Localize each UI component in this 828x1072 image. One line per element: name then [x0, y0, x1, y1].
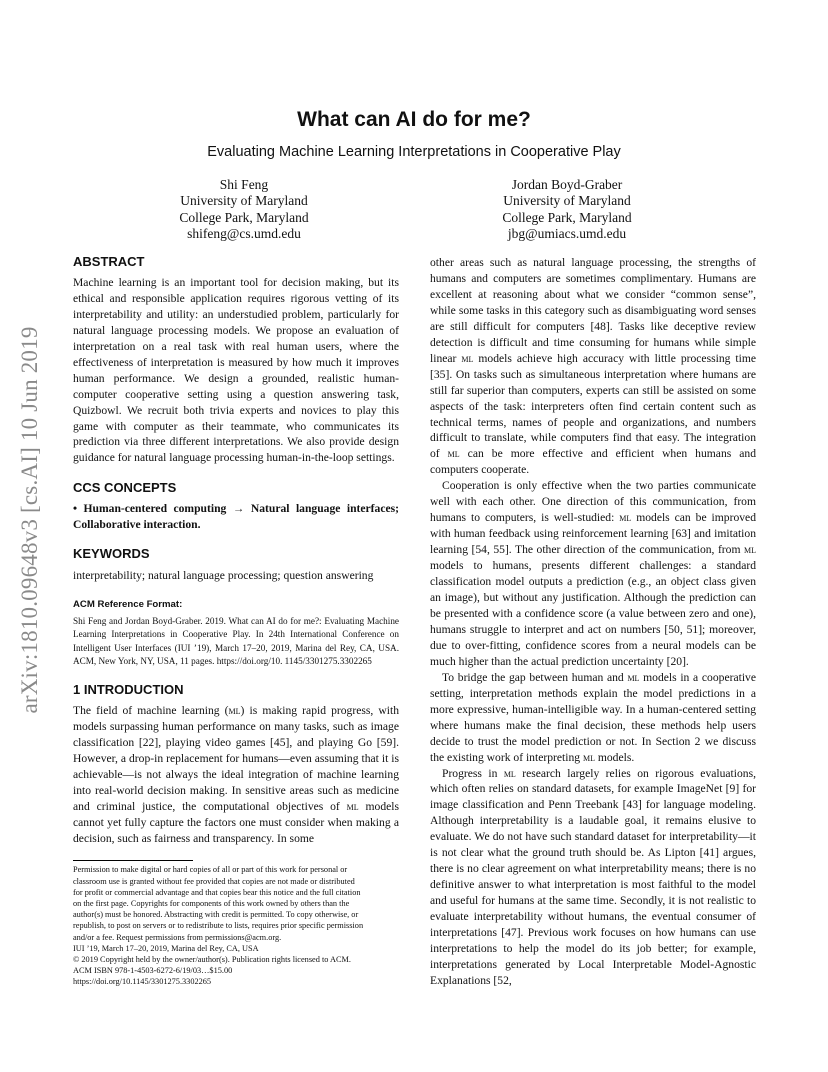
arxiv-stamp-text: arXiv:1810.09648v3 [cs.AI] 10 Jun 2019 — [17, 326, 42, 714]
body-paragraph: Progress in ml research largely relies on rigorous evaluations, which often relies on standard datasets, for example ImageNet [9] for image classification and Penn Treebank [43] for language modeling. Although interpretability is a laudable goal, it remains elusive to evaluate. We do not have such standard dataset for interpretability—it is not clear what the ground truth should be. As Lipton [41] argues, there is no clear agreement on what interpretability means; there is no definitive answer to what interpretation is most faithful to the model and useful for humans at the same time. Secondly, it is not realistic to evaluate interpretability without humans, the eventual consumer of interpretations [47]. Previous work focuses on how humans can use interpretations to help the model do its job better; for example, interpretations generated by Local Interpretable Model-Agnostic Explanations [52, — [430, 766, 757, 987]
body-paragraph: To bridge the gap between human and ml models in a cooperative setting, interpretation methods explain the model predictions in a more expressive, human-intelligible way. In a human-centered setting where humans make the final decision, these methods help users decide to trust the model prediction or not. In Section 2 we discuss the existing work of interpreting ml models. — [430, 670, 756, 764]
left-column — [73, 254, 399, 988]
ml-abbrev: ml — [503, 766, 516, 780]
footnote-divider — [73, 860, 193, 861]
acm-reference-text: Shi Feng and Jordan Boyd-Graber. 2019. What can AI do for me?: Evaluating Machine Learning Interpretations in Cooperative Play. In 24th International Conference on Intelligent User Interfaces (IUI ’19), March 17–20, 2019, Marina del Rey, CA, USA. ACM, New York, NY, USA, 11 pages. https://doi.org/10. 1145/3301275.3302265 — [73, 616, 399, 666]
ml-abbrev: ml — [346, 799, 359, 813]
author-block-1 — [124, 177, 364, 243]
body-paragraph: Cooperation is only effective when the two parties communicate well with each other. One direction of this communication, from humans to computers, is well-studied: ml models can be improved with human feedback using reinforcement learning [63] and imitation learning [54, 55]. The other direction of the communication, from ml models to humans, presents different challenges: a standard classification model outputs a prediction (e.g., an object class given an image), but without any justification. Although the prediction can be presented with a confidence score (a value between zero and one), humans struggle to interpret and act on numbers [50, 51]; moreover, due to over-fitting, confidence scores from a neural models can be much higher than the actual prediction uncertainty [20]. — [430, 479, 756, 668]
acm-reference-heading: ACM Reference Format: — [73, 599, 183, 611]
right-column — [430, 255, 756, 989]
abstract-body: Machine learning is an important tool for decision making, but its ethical and responsible application requires rigorous vetting of its interpretability and utility: an understudied problem, particularly for natural language processing models. We propose an evaluation of interpretation on a real task with real human users, where the effectiveness of interpretation is measured by how much it improves human performance. We design a grounded, realistic human-computer cooperative setting using a question answering task, Quizbowl. We recruit both trivia experts and novices to play this game with computer as their teammate, who communicates its prediction via three different interpretations. We also provide design guidance for natural language processing human-in-the-loop settings. — [73, 275, 399, 465]
author-location: College Park, Maryland — [502, 209, 632, 225]
ml-abbrev: ml — [461, 351, 474, 365]
body-paragraph: other areas such as natural language processing, the strengths of humans and computers are sometimes complimentary. Humans are excellent at reasoning about what we consider “common sense”, while some tasks in this category such as disambiguating word senses are still difficult for computers [48]. Tasks like deceptive review detection is difficult and time consuming for humans while simple linear ml models achieve high accuracy with little processing time [35]. On tasks such as simultaneous interpretation where humans are still far superior than computers, experts can still be assisted on some aspects of the task: interpreters often find certain content such as technical terms, names of people and organizations, and numbers difficult to translate, while computers find that easy. The integration of ml can be more effective and efficient when humans and computers cooperate. — [430, 256, 756, 477]
introduction-body: The field of machine learning (ml) is making rapid progress, with models surpassing human performance on many tasks, such as image classification [22], playing video games [45], and playing Go [59]. However, a drop-in replacement for humans—even assuming that it is achievable—is not always the ideal integration of machine learning into real-world decision making. In sensitive areas such as medicine and criminal justice, the computational objectives of ml models cannot yet fully capture the factors one must consider when making a decision, such as fairness and transparency. In some — [73, 703, 399, 845]
author-location: College Park, Maryland — [179, 209, 309, 225]
ccs-concepts: • Human-centered computing → Natural language interfaces; Collaborative interaction. — [73, 502, 399, 532]
copyright-footnote: Permission to make digital or hard copies of all or part of this work for personal or classroom use is granted without fee provided that copies are not made or distributed for profit or commercial advantage and that copies bear this notice and the full citation on the first page. Copyrights for components of this work owned by others than the author(s) must be honored. Abstracting with credit is permitted. To copy otherwise, or republish, to post on servers or to redistribute to lists, requires prior specific permission and/or a fee. Request permissions from permissions@acm.org. IUI ’19, March 17–20, 2019, Marina del Rey, CA, USA © 2019 Copyright held by the owner/author(s). Publication rights licensed to ACM. ACM ISBN 978-1-4503-6272-6/19/03…$15.00 https://doi.org/10.1145/3301275.3302265 — [73, 865, 364, 987]
ml-abbrev: ml — [744, 543, 756, 557]
author-name: Jordan Boyd-Graber — [511, 177, 623, 192]
ml-abbrev: ml — [619, 511, 632, 525]
author-affiliation: University of Maryland — [503, 193, 631, 209]
keywords-heading: KEYWORDS — [73, 546, 150, 562]
author-email: shifeng@cs.umd.edu — [187, 226, 301, 242]
ml-abbrev: ml — [447, 447, 460, 461]
author-affiliation: University of Maryland — [180, 193, 308, 209]
ml-abbrev: ml — [228, 703, 241, 717]
abstract-heading: ABSTRACT — [73, 254, 145, 269]
arxiv-stamp — [18, 300, 42, 740]
keywords-text: interpretability; natural language processing; question answering — [73, 569, 374, 583]
paper-title: What can AI do for me? — [297, 108, 531, 131]
ml-abbrev: ml — [582, 750, 595, 764]
author-name: Shi Feng — [219, 177, 269, 192]
ccs-heading: CCS CONCEPTS — [73, 480, 177, 496]
ml-abbrev: ml — [627, 670, 640, 684]
introduction-heading: 1 INTRODUCTION — [73, 681, 184, 697]
paper-subtitle: Evaluating Machine Learning Interpretations in Cooperative Play — [207, 144, 621, 160]
author-email: jbg@umiacs.umd.edu — [507, 226, 627, 242]
author-block-2 — [447, 177, 687, 243]
